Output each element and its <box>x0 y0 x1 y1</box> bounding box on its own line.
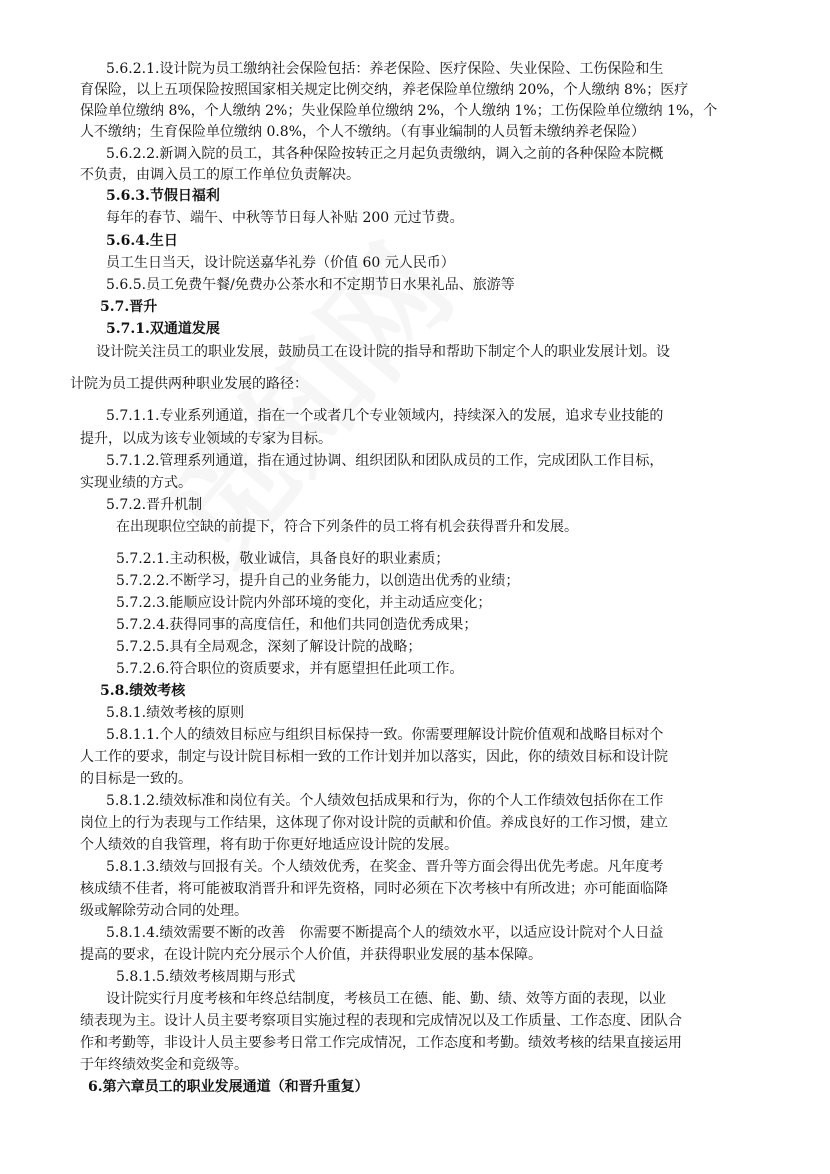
text-line: 于年终绩效奖金和竞级等。 <box>80 1057 248 1073</box>
section-heading: 5.7.晋升 <box>100 299 158 315</box>
list-item: 5.7.2.4.获得同事的高度信任，和他们共同创造优秀成果； <box>116 617 478 633</box>
text-line: 计院为员工提供两种职业发展的路径： <box>70 376 308 392</box>
text-line: 5.7.1.1.专业系列通道，指在一个或者几个专业领域内，持续深入的发展，追求专业技能的 <box>106 408 664 424</box>
text-line: 绩表现为主。设计人员主要考察项目实施过程的表现和完成情况以及工作质量、工作态度、团队合 <box>80 1013 682 1029</box>
text-line: 作和考勤等，非设计人员主要参考日常工作完成情况，工作态度和考勤。绩效考核的结果直接运用 <box>80 1035 682 1051</box>
list-item: 5.7.2.3.能顺应设计院内外部环境的变化，并主动适应变化； <box>116 595 492 611</box>
section-heading: 5.8.1.绩效考核的原则 <box>106 705 245 721</box>
list-item: 5.7.2.5.具有全局观念，深刻了解设计院的战略； <box>116 639 422 655</box>
section-heading: 5.8.绩效考核 <box>100 683 186 699</box>
text-line: 在出现职位空缺的前提下，符合下列条件的员工将有机会获得晋升和发展。 <box>116 519 578 535</box>
text-line: 级或解除劳动合同的处理。 <box>80 903 248 919</box>
section-heading: 5.6.4.生日 <box>106 233 178 249</box>
text-line: 5.8.1.4.绩效需要不断的改善 你需要不断提高个人的绩效水平，以适应设计院对个人日益 <box>106 925 664 941</box>
text-line: 个人绩效的自我管理，将有助于你更好地适应设计院的发展。 <box>80 837 458 853</box>
text-line: 人工作的要求，制定与设计院目标相一致的工作计划并加以落实，因此，你的绩效目标和设计院 <box>80 749 668 765</box>
text-line: 实现业绩的方式。 <box>80 475 192 491</box>
text-line: 5.7.1.2.管理系列通道，指在通过协调、组织团队和团队成员的工作，完成团队工作目标， <box>106 453 664 469</box>
section-heading: 5.7.1.双通道发展 <box>106 321 220 337</box>
text-line: 5.8.1.3.绩效与回报有关。个人绩效优秀，在奖金、晋升等方面会得出优先考虑。凡年度考 <box>106 859 664 875</box>
section-heading: 5.6.3.节假日福利 <box>106 188 220 204</box>
text-line: 员工生日当天，设计院送嘉华礼券（价值 60 元人民币） <box>106 255 455 271</box>
text-line: 育保险，以上五项保险按照国家相关规定比例交纳，养老保险单位缴纳 20%，个人缴纳 8%；医疗 <box>80 82 689 98</box>
text-line: 5.6.2.1.设计院为员工缴纳社会保险包括：养老保险、医疗保险、失业保险、工伤保险和生 <box>106 61 664 77</box>
text-line: 人不缴纳；生育保险单位缴纳 0.8%，个人不缴纳。（有事业编制的人员暂未缴纳养老保险） <box>80 124 646 140</box>
text-line: 设计院关注员工的职业发展，鼓励员工在设计院的指导和帮助下制定个人的职业发展计划。设 <box>96 344 670 360</box>
text-line: 5.6.2.2.新调入院的员工，其各种保险按转正之月起负责缴纳，调入之前的各种保险本院概 <box>106 146 664 162</box>
section-heading: 5.7.2.晋升机制 <box>106 497 203 513</box>
list-item: 5.7.2.2.不断学习，提升自己的业务能力，以创造出优秀的业绩； <box>116 573 520 589</box>
text-line: 核成绩不佳者，将可能被取消晋升和评先资格，同时必须在下次考核中有所改进；亦可能面临降 <box>80 881 668 897</box>
text-line: 岗位上的行为表现与工作结果，这体现了你对设计院的贡献和价值。养成良好的工作习惯，建立 <box>80 815 668 831</box>
text-line: 设计院实行月度考核和年终总结制度，考核员工在德、能、勤、绩、效等方面的表现，以业 <box>106 991 666 1007</box>
text-line: 提升，以成为该专业领域的专家为目标。 <box>80 431 332 447</box>
list-item: 5.7.2.1.主动积极，敬业诚信，具备良好的职业素质； <box>116 551 450 567</box>
text-line: 的目标是一致的。 <box>80 771 192 787</box>
text-line: 5.8.1.1.个人的绩效目标应与组织目标保持一致。你需要理解设计院价值观和战略目标对个 <box>106 727 664 743</box>
text-line: 5.6.5.员工免费午餐/免费办公茶水和不定期节日水果礼品、旅游等 <box>106 277 515 293</box>
text-line: 保险单位缴纳 8%，个人缴纳 2%；失业保险单位缴纳 2%，个人缴纳 1%；工伤保险单位缴纳 1%，个 <box>80 103 718 119</box>
list-item: 5.7.2.6.符合职位的资质要求，并有愿望担任此项工作。 <box>116 661 464 677</box>
text-line: 5.8.1.5.绩效考核周期与形式 <box>116 969 296 985</box>
chapter-heading: 6.第六章员工的职业发展通道（和晋升重复） <box>88 1079 369 1095</box>
text-line: 不负责，由调入员工的原工作单位负责解决。 <box>80 167 360 183</box>
text-line: 5.8.1.2.绩效标准和岗位有关。个人绩效包括成果和行为，你的个人工作绩效包括你在工作 <box>106 793 664 809</box>
text-line: 提高的要求，在设计院内充分展示个人价值，并获得职业发展的基本保障。 <box>80 947 542 963</box>
text-line: 每年的春节、端午、中秋等节日每人补贴 200 元过节费。 <box>106 210 464 226</box>
